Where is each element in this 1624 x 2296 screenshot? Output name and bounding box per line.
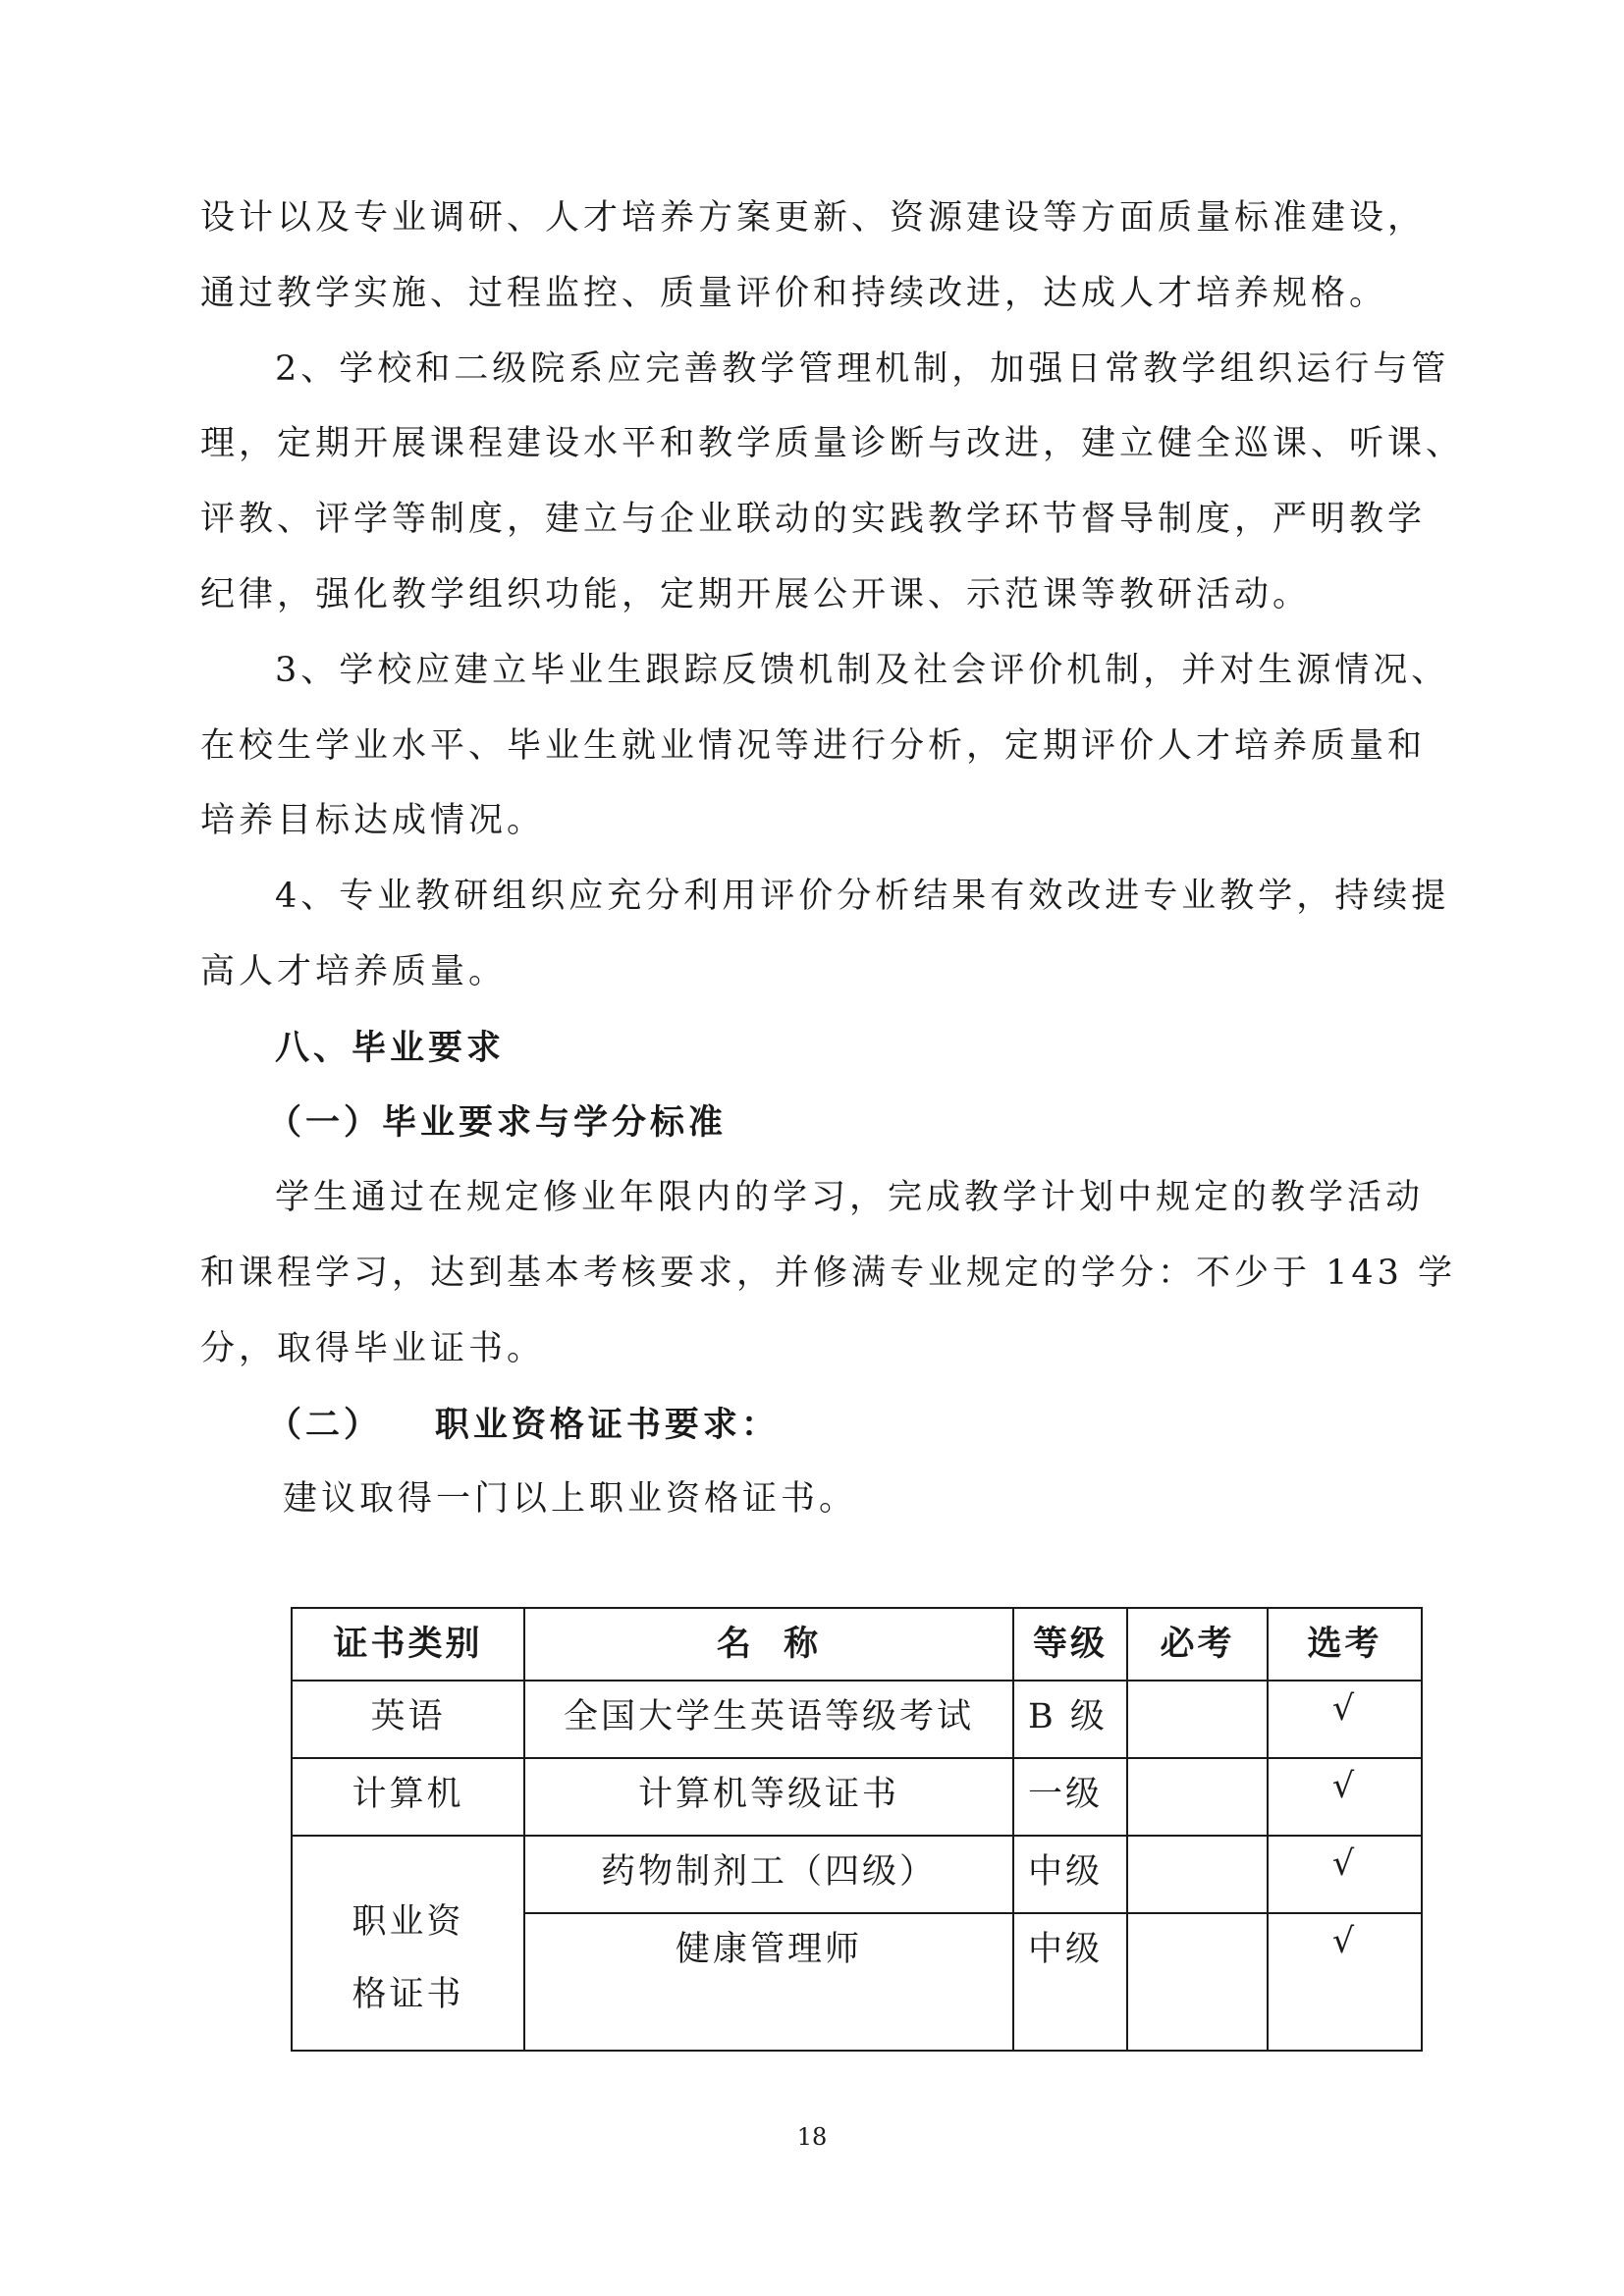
paragraph-line: 在校生学业水平、毕业生就业情况等进行分析，定期评价人才培养质量和 xyxy=(200,726,1427,766)
paragraph-line: 设计以及专业调研、人才培养方案更新、资源建设等方面质量标准建设， xyxy=(200,198,1427,238)
cell-name: 计算机等级证书 xyxy=(524,1758,1013,1836)
cell-required xyxy=(1127,1681,1268,1758)
cell-optional-check: √ xyxy=(1268,1681,1422,1758)
paragraph-line: 4、专业教研组织应充分利用评价分析结果有效改进专业教学，持续提 xyxy=(275,877,1450,916)
paragraph-line: 和课程学习，达到基本考核要求，并修满专业规定的学分：不少于 143 学 xyxy=(200,1254,1457,1293)
paragraph-line: 培养目标达成情况。 xyxy=(200,801,546,840)
certificate-table xyxy=(291,1607,1423,2052)
cell-level: B 级 xyxy=(1013,1681,1127,1758)
paragraph-line: 2、学校和二级院系应完善教学管理机制，加强日常教学组织运行与管 xyxy=(275,349,1450,389)
header-required: 必考 xyxy=(1127,1608,1268,1681)
paragraph-line: 3、学校应建立毕业生跟踪反馈机制及社会评价机制，并对生源情况、 xyxy=(275,651,1450,690)
paragraph-line: 理，定期开展课程建设水平和教学质量诊断与改进，建立健全巡课、听课、 xyxy=(200,424,1465,463)
cell-level: 中级 xyxy=(1013,1913,1127,2051)
cell-optional-check: √ xyxy=(1268,1913,1422,2051)
table-row xyxy=(292,1681,1422,1758)
cell-category: 英语 xyxy=(292,1681,524,1758)
cell-optional-check: √ xyxy=(1268,1836,1422,1913)
section-heading: 八、毕业要求 xyxy=(275,1028,506,1068)
cell-required xyxy=(1127,1758,1268,1836)
cell-name: 健康管理师 xyxy=(524,1913,1013,2051)
paragraph-line: 高人才培养质量。 xyxy=(200,952,508,991)
cell-category: 计算机 xyxy=(292,1758,524,1836)
table-row xyxy=(292,1836,1422,1913)
cell-name: 药物制剂工（四级） xyxy=(524,1836,1013,1913)
subsection-heading: （一）毕业要求与学分标准 xyxy=(267,1102,728,1143)
category-line: 格证书 xyxy=(352,1974,464,2014)
cell-level: 中级 xyxy=(1013,1836,1127,1913)
header-level: 等级 xyxy=(1013,1608,1127,1681)
cell-level: 一级 xyxy=(1013,1758,1127,1836)
category-line: 职业资 xyxy=(352,1901,464,1942)
page-number: 18 xyxy=(796,2123,828,2151)
cell-name: 全国大学生英语等级考试 xyxy=(524,1681,1013,1758)
cell-optional-check: √ xyxy=(1268,1758,1422,1836)
subsection-heading: （二） 职业资格证书要求： xyxy=(267,1405,780,1445)
header-name: 名 称 xyxy=(524,1608,1013,1681)
paragraph-line: 评教、评学等制度，建立与企业联动的实践教学环节督导制度，严明教学 xyxy=(200,500,1427,539)
table-row xyxy=(292,1758,1422,1836)
cell-required xyxy=(1127,1913,1268,2051)
table-header-row xyxy=(292,1608,1422,1681)
paragraph-line: 纪律，强化教学组织功能，定期开展公开课、示范课等教研活动。 xyxy=(200,575,1312,614)
header-category: 证书类别 xyxy=(292,1608,524,1681)
header-optional: 选考 xyxy=(1268,1608,1422,1681)
paragraph-line: 学生通过在规定修业年限内的学习，完成教学计划中规定的教学活动 xyxy=(275,1178,1425,1217)
paragraph-line: 通过教学实施、过程监控、质量评价和持续改进，达成人才培养规格。 xyxy=(200,274,1388,313)
paragraph-line: 建议取得一门以上职业资格证书。 xyxy=(283,1479,858,1519)
paragraph-line: 分，取得毕业证书。 xyxy=(200,1329,546,1368)
cell-required xyxy=(1127,1836,1268,1913)
cell-category-merged xyxy=(292,1836,524,2051)
